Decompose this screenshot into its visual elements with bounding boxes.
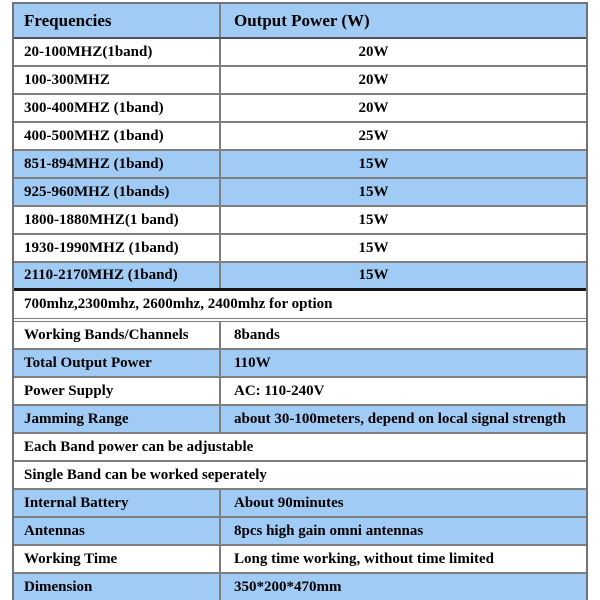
spec-label-cell: Working Time [14,546,221,572]
frequency-value-cell: 20W [358,43,389,60]
frequency-row [14,179,586,207]
spec-value-cell: 350*200*470mm [234,578,342,595]
frequency-label-cell: 851-894MHZ (1band) [14,151,221,177]
spec-row [14,378,586,406]
spec-value-cell: AC: 110-240V [234,382,325,399]
spec-value-cell: 8pcs high gain omni antennas [234,522,424,539]
spec-label-cell: Total Output Power [14,350,221,376]
note-text: Each Band power can be adjustable [24,438,254,455]
spec-row [14,546,586,574]
frequency-label-cell: 2110-2170MHZ (1band) [14,263,221,288]
spec-row [14,490,586,518]
spec-row [14,350,586,378]
frequency-value-cell: 15W [358,155,389,172]
frequency-row [14,263,586,291]
frequency-value-cell: 15W [358,211,389,228]
frequency-rows-section [14,39,586,291]
spec-row [14,322,586,350]
option-frequencies-text: 700mhz,2300mhz, 2600mhz, 2400mhz for option [24,296,333,312]
spec-rows2-section [14,490,586,600]
frequency-value-cell: 15W [358,239,389,256]
frequency-row [14,235,586,263]
spec-value-cell: 110W [234,354,271,371]
spec-value-cell: about 30-100meters, depend on local signal strength [234,410,566,427]
spec-rows-section [14,322,586,434]
spec-label-cell: Antennas [14,518,221,544]
frequency-value-cell: 15W [358,183,389,200]
spec-value-cell: About 90minutes [234,494,344,511]
frequency-row [14,123,586,151]
spec-label-cell: Power Supply [14,378,221,404]
spec-row [14,574,586,600]
frequency-label-cell: 300-400MHZ (1band) [14,95,221,121]
frequency-value-cell: 25W [358,127,389,144]
column-header-frequencies: Frequencies [14,4,221,37]
note-text: Single Band can be worked seperately [24,466,267,483]
spec-table [12,2,588,600]
frequency-label-cell: 20-100MHZ(1band) [14,39,221,65]
column-header-output-power: Output Power (W) [234,11,370,30]
frequency-row [14,39,586,67]
frequency-value-cell: 20W [358,99,389,116]
spec-label-cell: Working Bands/Channels [14,322,221,348]
frequency-label-cell: 1930-1990MHZ (1band) [14,235,221,261]
note-rows-section [14,434,586,490]
frequency-row [14,67,586,95]
spec-label-cell: Internal Battery [14,490,221,516]
frequency-value-cell: 15W [358,267,389,283]
frequency-row [14,207,586,235]
spec-row [14,406,586,434]
frequency-label-cell: 400-500MHZ (1band) [14,123,221,149]
frequency-row [14,151,586,179]
spec-label-cell: Dimension [14,574,221,600]
frequency-label-cell: 1800-1880MHZ(1 band) [14,207,221,233]
option-frequencies-row [14,291,586,322]
spec-value-cell: 8bands [234,326,280,343]
frequency-label-cell: 925-960MHZ (1bands) [14,179,221,205]
spec-label-cell: Jamming Range [14,406,221,432]
frequency-label-cell: 100-300MHZ [14,67,221,93]
frequency-row [14,95,586,123]
frequency-value-cell: 20W [358,71,389,88]
note-row [14,462,586,490]
spec-value-cell: Long time working, without time limited [234,550,494,567]
spec-row [14,518,586,546]
table-header-row [14,4,586,39]
note-row [14,434,586,462]
